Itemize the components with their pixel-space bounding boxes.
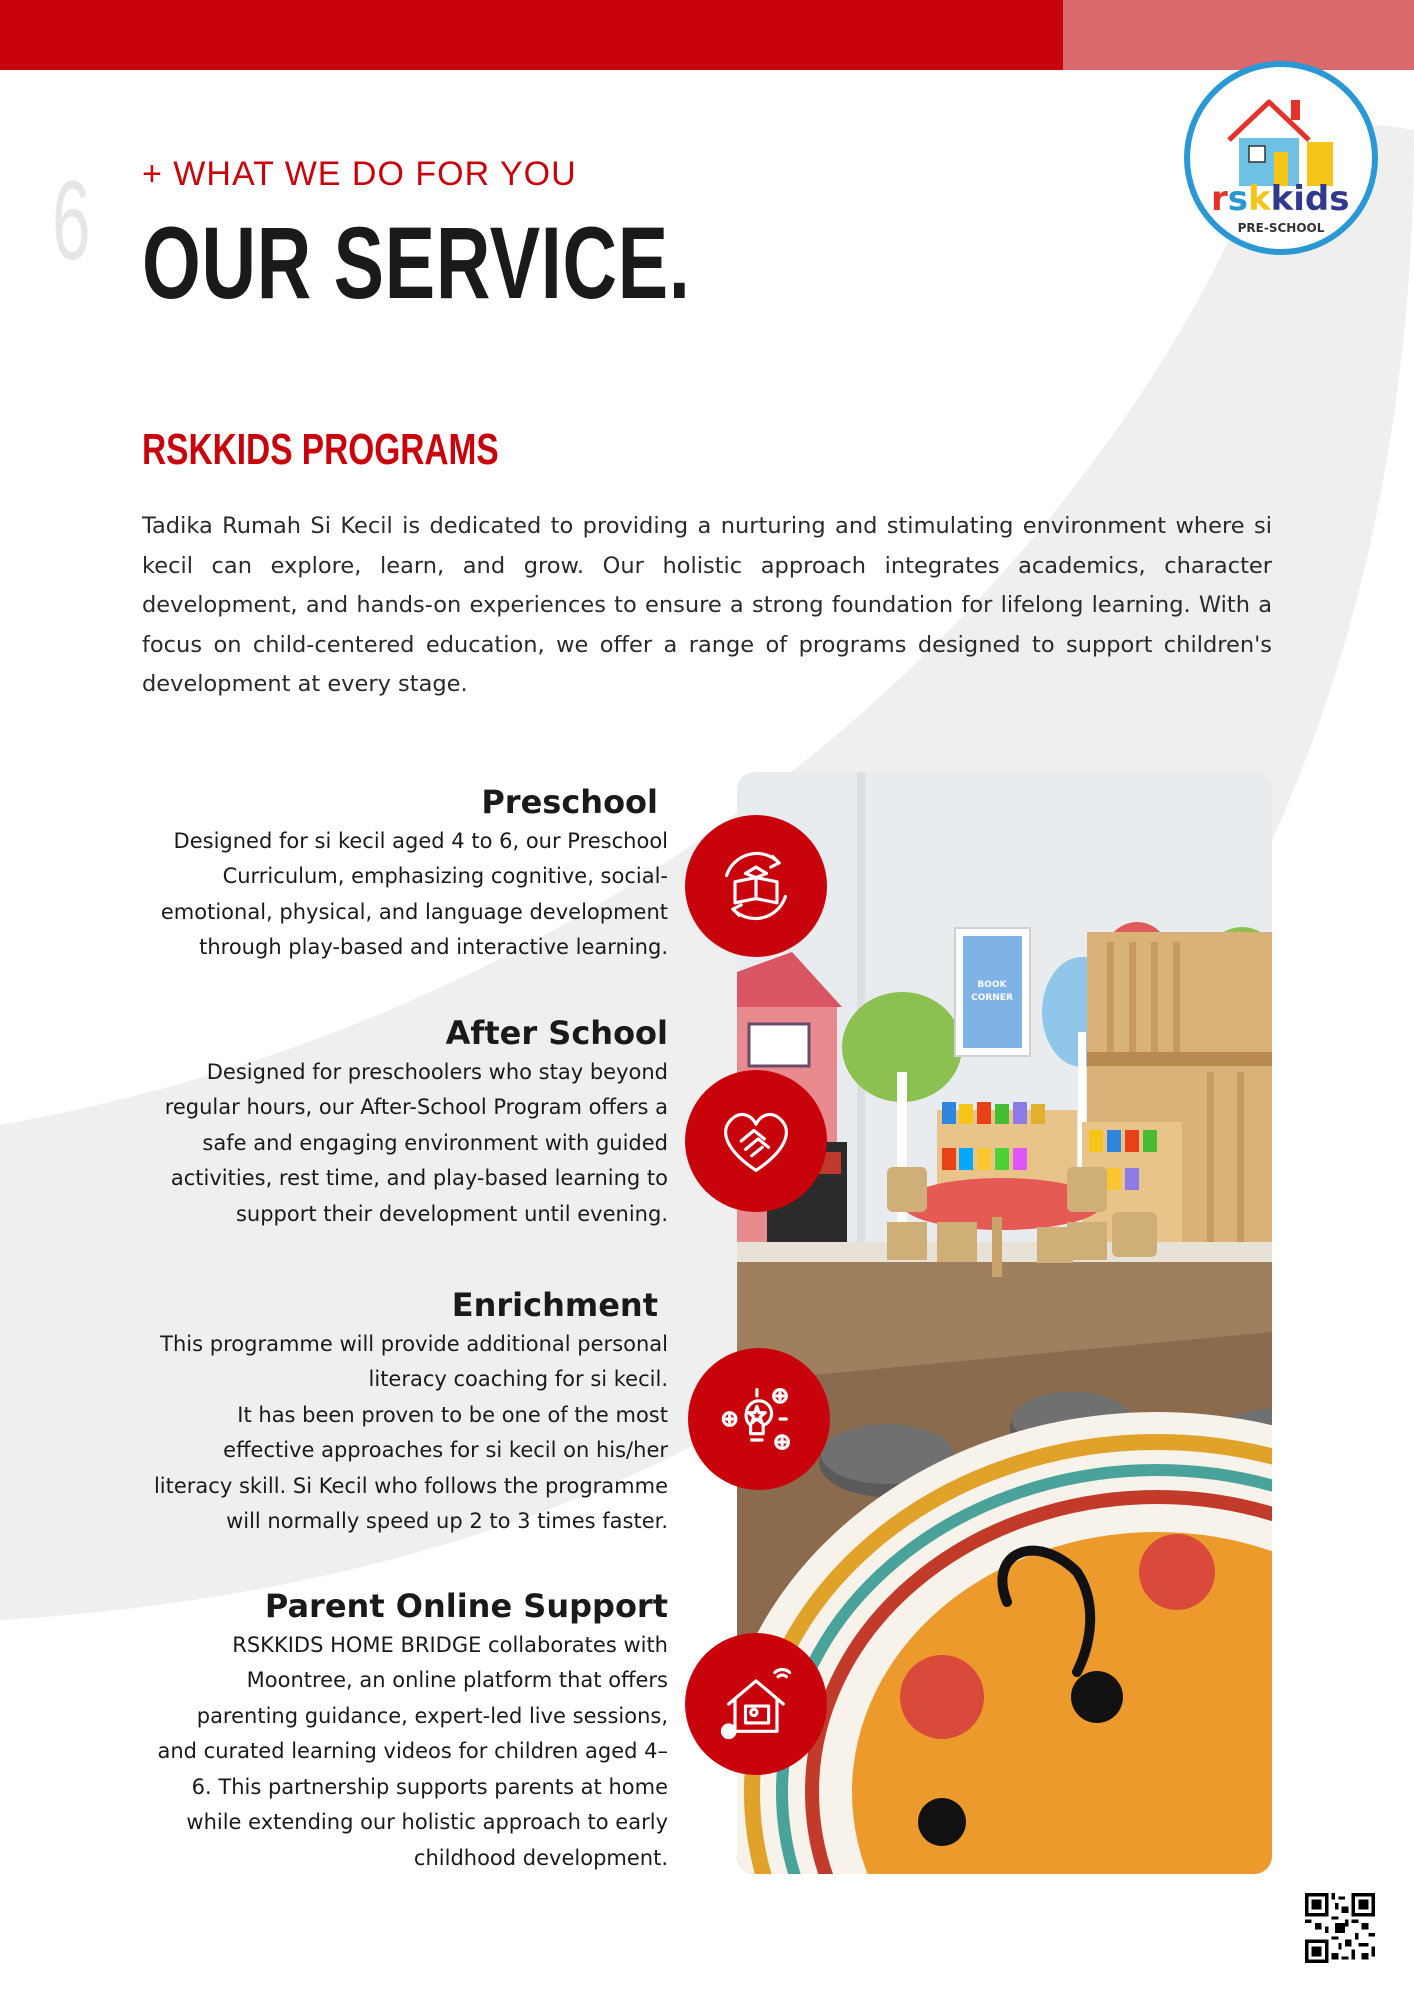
program-desc-line: regular hours, our After-School Program offers a xyxy=(164,1095,668,1120)
program-title: Parent Online Support xyxy=(264,1587,668,1625)
section-kicker: + WHAT WE DO FOR YOU xyxy=(142,155,577,193)
logo-letter-s: s xyxy=(1227,179,1249,219)
logo-letter-r: r xyxy=(1211,179,1228,219)
program-desc-line: support their development until evening. xyxy=(235,1201,668,1226)
program-desc-line: activities, rest time, and play-based learning to xyxy=(170,1166,668,1191)
heart-hands-icon xyxy=(685,1070,827,1212)
program-desc-line: childhood development. xyxy=(413,1845,668,1870)
logo-letter-k: k xyxy=(1248,179,1271,219)
program-desc-line: Moontree, an online platform that offers xyxy=(246,1668,668,1693)
logo-subtitle: PRE-SCHOOL xyxy=(1237,221,1325,235)
program-preschool xyxy=(161,782,668,966)
program-after-school xyxy=(165,1013,668,1232)
book-cycle-icon xyxy=(685,815,827,957)
program-desc-line: safe and engaging environment with guided xyxy=(202,1130,668,1155)
program-desc-line: literacy coaching for si kecil. xyxy=(368,1367,668,1392)
qr-code xyxy=(1305,1893,1375,1963)
page-title: OUR SERVICE. xyxy=(142,206,691,320)
program-title: After School xyxy=(445,1014,668,1052)
program-desc-line: parenting guidance, expert-led live sessions, xyxy=(196,1703,668,1728)
program-desc-line: Designed for si kecil aged 4 to 6, our Preschool xyxy=(173,828,668,853)
rskkids-logo xyxy=(1183,60,1379,256)
home-online-icon xyxy=(685,1633,827,1775)
program-enrichment xyxy=(154,1285,668,1540)
program-desc-line: RSKKIDS HOME BRIDGE collaborates with xyxy=(232,1632,668,1657)
program-desc-line: effective approaches for si kecil on his/her xyxy=(223,1438,668,1463)
programs-heading: RSKKIDS PROGRAMS xyxy=(142,425,499,474)
program-desc-line: literacy skill. Si Kecil who follows the programme xyxy=(153,1473,668,1498)
programs-intro: Tadika Rumah Si Kecil is dedicated to providing a nurturing and stimulating environment where si kecil can explore, learn, and grow. Our holistic approach integrates academics, character development, and hands-on experiences to ensure a strong foundation for lifelong learning. With a focus on child-centered education, we offer a range of programs designed to support children's development at every stage. xyxy=(142,513,1272,697)
program-desc-line: while extending our holistic approach to early xyxy=(186,1810,668,1835)
program-title: Enrichment xyxy=(451,1286,658,1324)
lightbulb-idea-icon xyxy=(688,1348,830,1490)
program-desc-line: Designed for preschoolers who stay beyond xyxy=(206,1059,668,1084)
program-desc-line: will normally speed up 2 to 3 times faster. xyxy=(226,1509,668,1534)
program-title: Preschool xyxy=(481,783,658,821)
program-desc-line: emotional, physical, and language development xyxy=(160,899,668,924)
program-desc-line: and curated learning videos for children aged 4– xyxy=(157,1739,668,1764)
program-desc-line: 6. This partnership supports parents at home xyxy=(191,1774,668,1799)
section-number: 6 xyxy=(52,158,91,283)
program-desc-line: It has been proven to be one of the most xyxy=(237,1402,668,1427)
program-desc-line: This programme will provide additional personal xyxy=(160,1331,668,1356)
poster-line-2: CORNER xyxy=(971,993,1013,1003)
top-bar-red xyxy=(0,0,1063,70)
poster-line-1: BOOK xyxy=(977,980,1007,990)
program-desc-line: Curriculum, emphasizing cognitive, social- xyxy=(222,864,668,889)
program-desc-line: through play-based and interactive learning. xyxy=(199,935,668,960)
svg-text:rskkids xyxy=(1211,179,1350,219)
logo-letters-kids: kids xyxy=(1270,179,1350,219)
program-parent-online-support xyxy=(158,1586,669,1876)
